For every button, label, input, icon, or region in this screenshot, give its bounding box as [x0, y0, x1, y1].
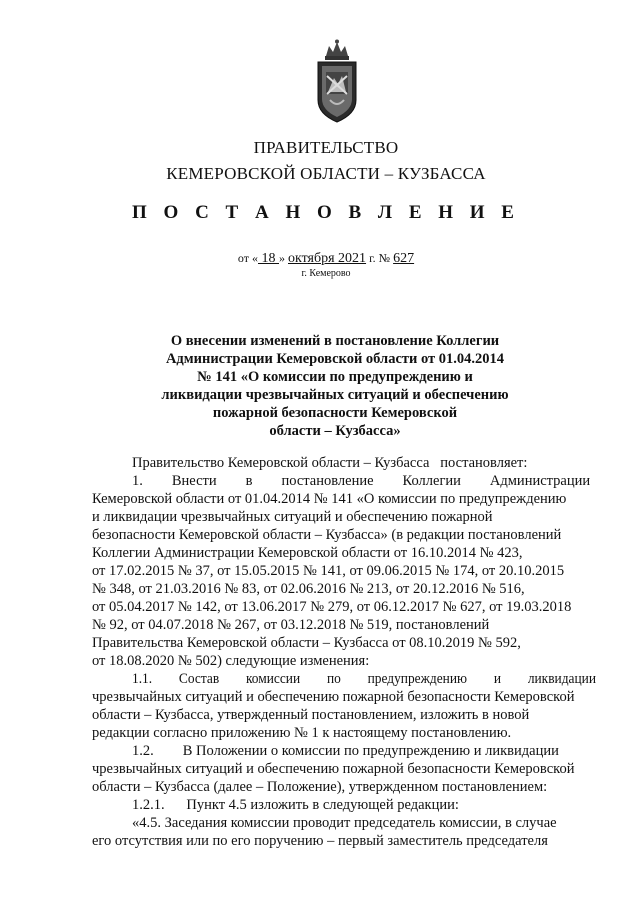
body-line: от 18.08.2020 № 502) следующие изменения:	[92, 653, 370, 669]
body-line: № 348, от 21.03.2016 № 83, от 02.06.2016 № 213, от 20.12.2016 № 516,	[92, 581, 525, 597]
body-line: 1.2.1. Пункт 4.5 изложить в следующей редакции:	[132, 797, 459, 813]
body-line: чрезвычайных ситуаций и обеспечению пожарной безопасности Кемеровской	[92, 689, 575, 705]
body-line: № 92, от 04.07.2018 № 267, от 03.12.2018 № 519, постановлений	[92, 617, 490, 633]
body-line: от 05.04.2017 № 142, от 13.06.2017 № 279, от 06.12.2017 № 627, от 19.03.2018	[92, 599, 572, 615]
document-date-line	[6, 251, 640, 267]
date-mid: »	[279, 251, 288, 265]
subject-line: пожарной безопасности Кемеровской	[212, 405, 458, 421]
body-line: безопасности Кемеровской области – Кузбасса» (в редакции постановлений	[92, 527, 562, 543]
body-line: редакции согласно приложению № 1 к настоящему постановлению.	[92, 725, 512, 741]
body-line: области – Кузбасса (далее – Положение), утвержденном постановлением:	[92, 779, 548, 795]
subject-line: О внесении изменений в постановление Коллегии	[170, 333, 500, 349]
subject-line: Администрации Кемеровской области от 01.04.2014	[165, 351, 505, 367]
government-title-line2: КЕМЕРОВСКОЙ ОБЛАСТИ – КУЗБАССА	[166, 164, 486, 183]
document-type-title: П О С Т А Н О В Л Е Н И Е	[132, 202, 520, 223]
document-subject	[150, 332, 520, 440]
body-line: Правительство Кемеровской области – Кузбасса постановляет:	[132, 455, 528, 471]
body-line: Правительства Кемеровской области – Кузбасса от 08.10.2019 № 592,	[92, 635, 521, 651]
date-suffix: г. №	[366, 251, 394, 265]
government-title-line1: ПРАВИТЕЛЬСТВО	[253, 138, 399, 157]
body-line: чрезвычайных ситуаций и обеспечению пожарной безопасности Кемеровской	[92, 761, 575, 777]
document-number: 627	[393, 251, 415, 266]
body-line: «4.5. Заседания комиссии проводит председатель комиссии, в случае	[132, 815, 557, 831]
date-day: 18	[258, 251, 279, 266]
subject-line: ликвидации чрезвычайных ситуаций и обеспечению	[161, 387, 509, 403]
body-line: и ликвидации чрезвычайных ситуаций и обеспечению пожарной	[92, 509, 493, 525]
date-month-year: октября 2021	[288, 251, 367, 266]
subject-line: № 141 «О комиссии по предупреждению и	[197, 369, 473, 385]
date-prefix: от «	[237, 251, 258, 265]
body-line: от 17.02.2015 № 37, от 15.05.2015 № 141, от 09.06.2015 № 174, от 20.10.2015	[92, 563, 565, 579]
body-line: 1.2. В Положении о комиссии по предупреждению и ликвидации	[132, 743, 559, 759]
city-label: г. Кемерово	[301, 268, 351, 279]
body-line: Кемеровской области от 01.04.2014 № 141 «О комиссии по предупреждению	[92, 491, 567, 507]
subject-line: области – Кузбасса»	[269, 423, 401, 439]
coat-of-arms-icon	[312, 38, 362, 124]
body-line: его отсутствия или по его поручению – первый заместитель председателя	[92, 833, 548, 849]
body-line: 1. Внести в постановление Коллегии Администрации	[132, 473, 591, 489]
body-line: области – Кузбасса, утвержденный постановлением, изложить в новой	[92, 707, 530, 723]
body-line: 1.1. Состав комиссии по предупреждению и ликвидации	[132, 671, 596, 687]
body-line: Коллегии Администрации Кемеровской области от 16.10.2014 № 423,	[92, 545, 523, 561]
